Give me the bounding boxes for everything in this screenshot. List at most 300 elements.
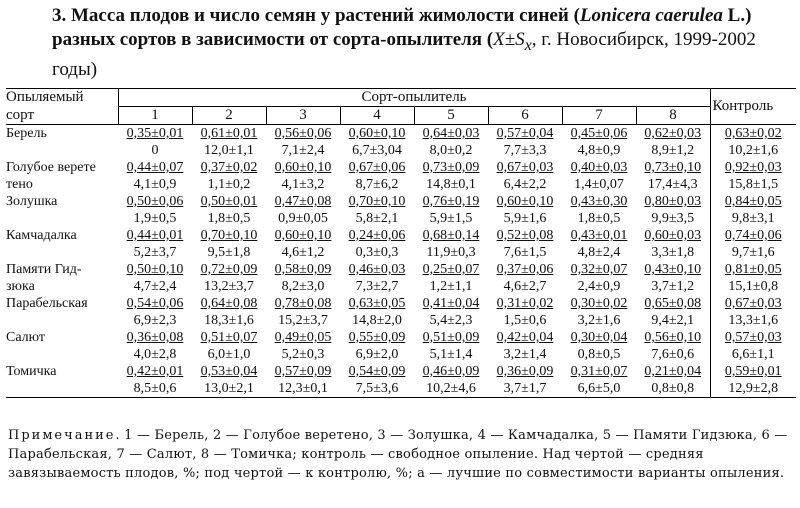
value-cell: [340, 227, 414, 244]
value-cell: [636, 125, 710, 143]
cell-value: 0,30±0,04: [570, 330, 628, 345]
value-cell: [340, 329, 414, 346]
value-cell: [414, 125, 488, 143]
control-cell: [710, 295, 796, 312]
cell-value: 12,0±1,1: [204, 143, 254, 158]
table-row-bottom: [6, 210, 796, 227]
cell-value: 0,47±0,08: [274, 194, 332, 209]
value-cell: [636, 159, 710, 176]
value-cell: [488, 210, 562, 227]
cell-value: 4,6±2,7: [503, 279, 547, 294]
cell-value: 0,65±0,08: [644, 296, 702, 311]
value-cell: [414, 193, 488, 210]
cell-value: 0,52±0,08: [496, 228, 554, 243]
value-cell: [562, 278, 636, 295]
value-cell: [636, 346, 710, 363]
cell-value: 4,6±1,2: [281, 245, 325, 260]
cell-value: 0,21±0,04: [644, 364, 702, 379]
control-cell: [710, 329, 796, 346]
cell-value: 7,3±2,7: [355, 279, 399, 294]
cell-value: 15,2±3,7: [278, 313, 328, 328]
cell-value: 14,8±2,0: [352, 313, 402, 328]
cell-value: 3,2±1,4: [503, 347, 547, 362]
value-cell: [414, 227, 488, 244]
cell-value: 1,1±0,2: [207, 177, 251, 192]
value-cell: [266, 380, 340, 398]
col-header: 1: [118, 107, 192, 125]
value-cell: [562, 346, 636, 363]
value-cell: [488, 244, 562, 261]
cell-value: 1,4±0,07: [574, 177, 624, 192]
value-cell: [340, 193, 414, 210]
cell-value: 0,50±0,10: [126, 262, 184, 277]
cell-value: 4,0±2,8: [133, 347, 177, 362]
cell-value: 0,70±0,10: [200, 228, 258, 243]
value-cell: [340, 261, 414, 278]
table-row-bottom: [6, 312, 796, 329]
cell-value: 0,50±0,01: [200, 194, 258, 209]
value-cell: [266, 193, 340, 210]
value-cell: [488, 176, 562, 193]
cell-value: 0,56±0,10: [644, 330, 702, 345]
value-cell: [562, 312, 636, 329]
value-cell: [192, 329, 266, 346]
control-cell: [710, 142, 796, 159]
value-cell: [340, 244, 414, 261]
control-cell: [710, 210, 796, 227]
title-part-1: Масса плодов и число семян у растений жимолости синей (: [71, 5, 580, 26]
value-cell: [340, 142, 414, 159]
value-cell: [192, 125, 266, 143]
cell-value: 0,60±0,10: [496, 194, 554, 209]
value-cell: [488, 346, 562, 363]
cell-value: 0,57±0,09: [274, 364, 332, 379]
table-row-bottom: [6, 176, 796, 193]
control-cell: [710, 244, 796, 261]
table-title: [52, 4, 796, 82]
cell-value: 0,63±0,05: [348, 296, 406, 311]
value-cell: [414, 346, 488, 363]
value-cell: [562, 380, 636, 398]
value-cell: [266, 159, 340, 176]
value-cell: [636, 329, 710, 346]
cell-value: 0: [151, 143, 159, 158]
control-cell: [710, 312, 796, 329]
table-row-top: [6, 363, 796, 380]
value-cell: [118, 363, 192, 380]
value-cell: [636, 380, 710, 398]
value-cell: [266, 312, 340, 329]
cell-value: 0,59±0,01: [724, 364, 782, 379]
value-cell: [266, 261, 340, 278]
cell-value: 0,60±0,10: [274, 228, 332, 243]
value-cell: [414, 261, 488, 278]
cell-value: 0,43±0,01: [570, 228, 628, 243]
value-cell: [414, 244, 488, 261]
cell-value: 1,2±1,1: [429, 279, 473, 294]
title-xs-sub: x: [524, 36, 532, 54]
cell-value: 2,4±0,9: [577, 279, 621, 294]
cell-value: 0,9±0,05: [278, 211, 328, 226]
cell-value: 0,64±0,08: [200, 296, 258, 311]
table-row-top: [6, 329, 796, 346]
value-cell: [562, 176, 636, 193]
value-cell: [414, 312, 488, 329]
cell-value: 0,51±0,09: [422, 330, 480, 345]
value-cell: [192, 295, 266, 312]
cell-value: 5,9±1,5: [429, 211, 473, 226]
value-cell: [340, 278, 414, 295]
cell-value: 0,61±0,01: [200, 126, 258, 141]
row-label: [6, 312, 118, 329]
cell-value: 0,8±0,5: [577, 347, 621, 362]
cell-value: 0,92±0,03: [724, 160, 782, 175]
cell-value: 7,5±3,6: [355, 381, 399, 396]
value-cell: [414, 142, 488, 159]
cell-value: 3,7±1,2: [651, 279, 695, 294]
table-body: [6, 125, 796, 398]
table-row-bottom: [6, 380, 796, 398]
row-label: [6, 142, 118, 159]
value-cell: [488, 125, 562, 143]
cell-value: 6,9±2,3: [133, 313, 177, 328]
cell-value: 4,1±0,9: [133, 177, 177, 192]
cell-value: 0,64±0,03: [422, 126, 480, 141]
cell-value: 0,63±0,02: [724, 126, 782, 141]
row-label: [6, 244, 118, 261]
cell-value: 0,67±0,03: [724, 296, 782, 311]
control-cell: [710, 363, 796, 380]
title-part-2: L.) разных сортов в зависимости от сорта-опылителя (: [52, 5, 752, 50]
value-cell: [192, 142, 266, 159]
row-label: Памяти Гид-: [6, 262, 82, 277]
cell-value: 7,7±3,3: [503, 143, 547, 158]
cell-value: 0,60±0,10: [274, 160, 332, 175]
cell-value: 0,54±0,06: [126, 296, 184, 311]
value-cell: [118, 346, 192, 363]
value-cell: [118, 380, 192, 398]
cell-value: 6,0±1,0: [207, 347, 251, 362]
value-cell: [340, 295, 414, 312]
row-label: Голубое верете: [6, 160, 96, 175]
cell-value: 18,3±1,6: [204, 313, 254, 328]
value-cell: [636, 295, 710, 312]
cell-value: 0,67±0,03: [496, 160, 554, 175]
cell-value: 7,1±2,4: [281, 143, 325, 158]
cell-value: 5,2±0,3: [281, 347, 325, 362]
value-cell: [192, 346, 266, 363]
table-row-top: [6, 159, 796, 176]
cell-value: 0,44±0,01: [126, 228, 184, 243]
value-cell: [118, 125, 192, 143]
value-cell: [636, 193, 710, 210]
value-cell: [636, 363, 710, 380]
row-label: Томичка: [6, 364, 57, 379]
value-cell: [562, 329, 636, 346]
value-cell: [266, 176, 340, 193]
title-latin-name: Lonicera caerulea: [579, 5, 723, 26]
value-cell: [562, 193, 636, 210]
cell-value: 17,4±4,3: [647, 177, 698, 192]
value-cell: [118, 210, 192, 227]
title-xs: X±S: [493, 29, 525, 50]
cell-value: 14,8±0,1: [426, 177, 476, 192]
cell-value: 0,62±0,03: [644, 126, 702, 141]
value-cell: [488, 329, 562, 346]
value-cell: [118, 261, 192, 278]
value-cell: [192, 363, 266, 380]
cell-value: 0,41±0,04: [422, 296, 480, 311]
cell-value: 0,55±0,09: [348, 330, 406, 345]
cell-value: 13,0±2,1: [204, 381, 254, 396]
value-cell: [192, 176, 266, 193]
value-cell: [192, 227, 266, 244]
cell-value: 5,4±2,3: [429, 313, 473, 328]
cell-value: 0,40±0,03: [570, 160, 628, 175]
cell-value: 0,24±0,06: [348, 228, 406, 243]
row-label: тено: [6, 177, 33, 192]
control-cell: [710, 261, 796, 278]
cell-value: 0,37±0,06: [496, 262, 554, 277]
cell-value: 3,3±1,8: [651, 245, 695, 260]
col-header: 4: [340, 107, 414, 125]
cell-value: 1,8±0,5: [577, 211, 621, 226]
cell-value: 8,7±6,2: [355, 177, 399, 192]
cell-value: 0,35±0,01: [126, 126, 184, 141]
header-pollinator: Сорт-опылитель: [118, 89, 710, 107]
value-cell: [266, 295, 340, 312]
row-label: [6, 346, 118, 363]
col-header: 3: [266, 107, 340, 125]
value-cell: [340, 125, 414, 143]
cell-value: 4,1±3,2: [281, 177, 325, 192]
cell-value: 0,51±0,07: [200, 330, 258, 345]
value-cell: [488, 142, 562, 159]
cell-value: 0,45±0,06: [570, 126, 628, 141]
data-table: [6, 88, 796, 398]
cell-value: 8,2±3,0: [281, 279, 325, 294]
header-pollinated-2: сорт: [6, 107, 118, 125]
table-row-top: [6, 193, 796, 210]
value-cell: [266, 210, 340, 227]
cell-value: 0,84±0,05: [724, 194, 782, 209]
cell-value: 15,1±0,8: [728, 279, 779, 294]
cell-value: 0,36±0,08: [126, 330, 184, 345]
value-cell: [488, 363, 562, 380]
cell-value: 6,6±5,0: [577, 381, 621, 396]
cell-value: 0,8±0,8: [651, 381, 695, 396]
value-cell: [636, 210, 710, 227]
table-row-top: [6, 295, 796, 312]
cell-value: 0,31±0,02: [496, 296, 554, 311]
cell-value: 0,36±0,09: [496, 364, 554, 379]
cell-value: 13,2±3,7: [204, 279, 254, 294]
cell-value: 0,30±0,02: [570, 296, 628, 311]
cell-value: 0,57±0,03: [724, 330, 782, 345]
value-cell: [118, 176, 192, 193]
row-label: [6, 210, 118, 227]
value-cell: [118, 312, 192, 329]
value-cell: [192, 210, 266, 227]
control-cell: [710, 193, 796, 210]
col-header: 8: [636, 107, 710, 125]
value-cell: [266, 142, 340, 159]
cell-value: 7,6±0,6: [651, 347, 695, 362]
value-cell: [488, 227, 562, 244]
value-cell: [192, 312, 266, 329]
value-cell: [414, 363, 488, 380]
cell-value: 6,7±3,04: [352, 143, 402, 158]
value-cell: [118, 193, 192, 210]
table-row-top: [6, 261, 796, 278]
value-cell: [192, 193, 266, 210]
note-text: . 1 — Берель, 2 — Голубое веретено, 3 — Золушка, 4 — Камчадалка, 5 — Памяти Гидзюка, 6 — Парабельская, 7 — Салют, 8 — Томичка; контроль — свободное опыление. Над чертой — средняя завязываемость плодов, %; под чертой — к контролю, %; а — лучшие по совместимости варианты опыления.: [8, 428, 788, 481]
control-cell: [710, 159, 796, 176]
value-cell: [192, 278, 266, 295]
cell-value: 0,42±0,04: [496, 330, 554, 345]
row-label: Золушка: [6, 194, 58, 209]
table-row-bottom: [6, 346, 796, 363]
header-pollinated-1: Опыляемый: [6, 89, 118, 107]
table-row-bottom: [6, 244, 796, 261]
value-cell: [636, 142, 710, 159]
value-cell: [636, 278, 710, 295]
cell-value: 0,70±0,10: [348, 194, 406, 209]
value-cell: [488, 278, 562, 295]
cell-value: 8,9±1,2: [651, 143, 695, 158]
value-cell: [488, 159, 562, 176]
col-header: 6: [488, 107, 562, 125]
cell-value: 8,0±0,2: [429, 143, 473, 158]
table-row-bottom: [6, 142, 796, 159]
control-cell: [710, 346, 796, 363]
value-cell: [636, 261, 710, 278]
cell-value: 0,76±0,19: [422, 194, 480, 209]
value-cell: [266, 244, 340, 261]
row-label: Берель: [6, 126, 47, 141]
value-cell: [414, 329, 488, 346]
col-header: 7: [562, 107, 636, 125]
cell-value: 15,8±1,5: [728, 177, 779, 192]
cell-value: 0,56±0,06: [274, 126, 332, 141]
control-cell: [710, 380, 796, 398]
cell-value: 11,9±0,3: [426, 245, 476, 260]
cell-value: 0,46±0,03: [348, 262, 406, 277]
row-label: Салют: [6, 330, 46, 345]
value-cell: [636, 176, 710, 193]
cell-value: 0,72±0,09: [200, 262, 258, 277]
col-header: 2: [192, 107, 266, 125]
cell-value: 12,9±2,8: [728, 381, 779, 396]
cell-value: 6,6±1,1: [731, 347, 775, 362]
cell-value: 0,78±0,08: [274, 296, 332, 311]
cell-value: 0,81±0,05: [724, 262, 782, 277]
value-cell: [636, 227, 710, 244]
value-cell: [414, 210, 488, 227]
cell-value: 9,8±3,1: [731, 211, 775, 226]
value-cell: [340, 159, 414, 176]
cell-value: 13,3±1,6: [728, 313, 779, 328]
cell-value: 9,7±1,6: [731, 245, 775, 260]
value-cell: [414, 295, 488, 312]
cell-value: 0,53±0,04: [200, 364, 258, 379]
table-row-bottom: [6, 278, 796, 295]
value-cell: [118, 159, 192, 176]
cell-value: 0,74±0,06: [724, 228, 782, 243]
cell-value: 6,4±2,2: [503, 177, 547, 192]
cell-value: 12,3±0,1: [278, 381, 328, 396]
table-row-top: [6, 125, 796, 143]
cell-value: 0,32±0,07: [570, 262, 628, 277]
cell-value: 0,68±0,14: [422, 228, 480, 243]
header-row-1: [6, 89, 796, 107]
value-cell: [118, 295, 192, 312]
table-note: [8, 426, 798, 483]
value-cell: [118, 142, 192, 159]
value-cell: [192, 159, 266, 176]
value-cell: [562, 125, 636, 143]
value-cell: [266, 227, 340, 244]
cell-value: 8,5±0,6: [133, 381, 177, 396]
value-cell: [340, 346, 414, 363]
col-header: 5: [414, 107, 488, 125]
value-cell: [266, 125, 340, 143]
cell-value: 5,8±2,1: [355, 211, 399, 226]
row-label: Парабельская: [6, 296, 88, 311]
cell-value: 0,3±0,3: [355, 245, 399, 260]
cell-value: 0,46±0,09: [422, 364, 480, 379]
value-cell: [118, 278, 192, 295]
value-cell: [192, 261, 266, 278]
control-cell: [710, 125, 796, 143]
cell-value: 0,57±0,04: [496, 126, 554, 141]
value-cell: [414, 159, 488, 176]
cell-value: 0,31±0,07: [570, 364, 628, 379]
value-cell: [118, 244, 192, 261]
cell-value: 9,9±3,5: [651, 211, 695, 226]
header-control: Контроль: [710, 89, 796, 125]
value-cell: [488, 261, 562, 278]
cell-value: 4,7±2,4: [133, 279, 177, 294]
control-cell: [710, 227, 796, 244]
value-cell: [488, 380, 562, 398]
row-label: Камчадалка: [6, 228, 77, 243]
value-cell: [340, 363, 414, 380]
cell-value: 0,37±0,02: [200, 160, 258, 175]
cell-value: 0,73±0,09: [422, 160, 480, 175]
value-cell: [562, 363, 636, 380]
cell-value: 4,8±0,9: [577, 143, 621, 158]
value-cell: [562, 159, 636, 176]
value-cell: [562, 244, 636, 261]
value-cell: [414, 380, 488, 398]
cell-value: 1,9±0,5: [133, 211, 177, 226]
title-part-3: , г. Новосибирск, 1999-2002 годы): [52, 29, 756, 80]
value-cell: [340, 176, 414, 193]
value-cell: [192, 380, 266, 398]
cell-value: 0,25±0,07: [422, 262, 480, 277]
cell-value: 4,8±2,4: [577, 245, 621, 260]
value-cell: [340, 210, 414, 227]
cell-value: 0,49±0,05: [274, 330, 332, 345]
value-cell: [562, 142, 636, 159]
cell-value: 0,50±0,06: [126, 194, 184, 209]
cell-value: 1,5±0,6: [503, 313, 547, 328]
cell-value: 0,73±0,10: [644, 160, 702, 175]
value-cell: [266, 363, 340, 380]
value-cell: [192, 244, 266, 261]
value-cell: [266, 346, 340, 363]
